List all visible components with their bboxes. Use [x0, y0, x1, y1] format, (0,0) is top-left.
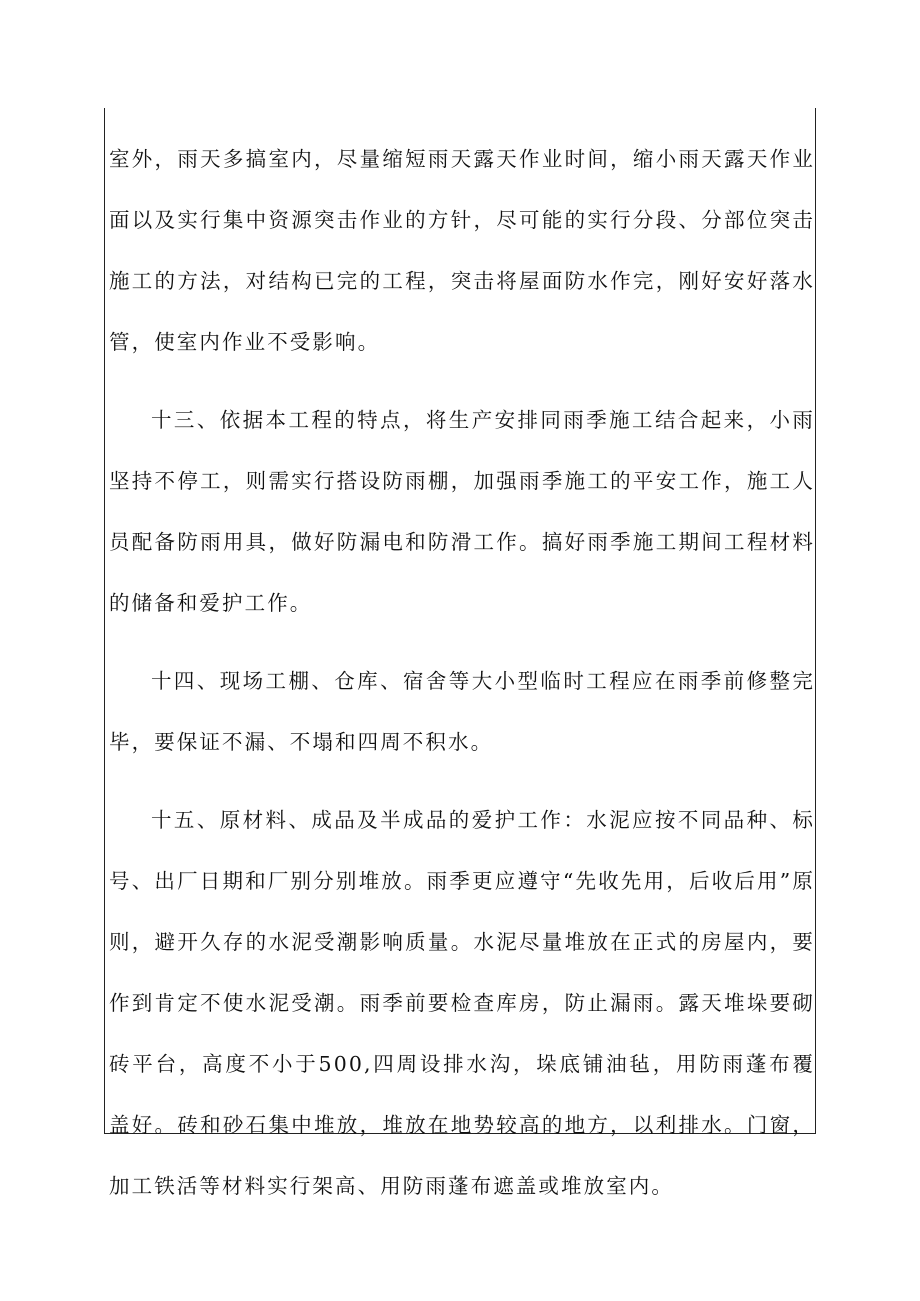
paragraph-continuation: 室外，雨天多搞室内，尽量缩短雨天露天作业时间，缩小雨天露天作业面以及实行集中资源突击作业的方针，尽可能的实行分段、分部位突击施工的方法，对结构已完的工程，突击将屋面防水作完，刚好安好落水管，使室内作业不受影响。 [109, 147, 815, 354]
document-body [109, 129, 815, 1234]
paragraph-item-14: 十四、现场工棚、仓库、宿舍等大小型临时工程应在雨季前修整完毕，要保证不漏、不塌和四周不积水。 [109, 669, 815, 754]
document-table-frame [104, 108, 816, 1198]
paragraph-item-15: 十五、原材料、成品及半成品的爱护工作：水泥应按不同品种、标号、出厂日期和厂别分别堆放。雨季更应遵守“先收先用，后收后用”原则，避开久存的水泥受潮影响质量。水泥尽量堆放在正式的房屋内，要作到肯定不使水泥受潮。雨季前要检查库房，防止漏雨。露天堆垛要砌砖平台，高度不小于500,四周设排水沟，垛底铺油毡，用防雨蓬布覆盖好。砖和砂石集中堆放，堆放在地势较高的地方，以利排水。门窗，加工铁活等材料实行架高、用防雨蓬布遮盖或堆放室内。 [109, 808, 815, 1198]
paragraph-item-13: 十三、依据本工程的特点，将生产安排同雨季施工结合起来，小雨坚持不停工，则需实行搭设防雨棚，加强雨季施工的平安工作，施工人员配备防雨用具，做好防漏电和防滑工作。搞好雨季施工期间工程材料的储备和爱护工作。 [109, 408, 815, 615]
